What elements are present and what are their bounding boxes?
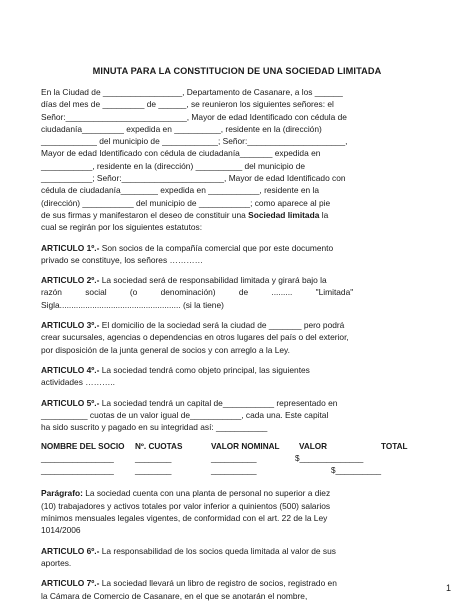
article-text: La responsabilidad de los socios queda limitada al valor de sus: [99, 545, 336, 556]
page-number: 1: [446, 583, 452, 593]
intro-text: de sus firmas y manifestaron el deseo de constituir una: [41, 209, 249, 220]
intro-line: ___________; Señor:______________________, Mayor de edad Identificado con: [41, 173, 346, 184]
article-6: [41, 545, 434, 570]
table-cell: $______________: [295, 454, 364, 464]
article-line: privado se constituye, los señores …………: [41, 254, 203, 265]
article-text: Son socios de la compañía comercial que por este documento: [99, 242, 334, 253]
table-row: [41, 466, 434, 478]
article-heading: ARTICULO 2º.-: [41, 275, 100, 286]
article-heading: ARTICULO 1º.-: [41, 242, 100, 253]
paragrafo-text: La sociedad cuenta con una planta de personal no superior a diez: [82, 488, 331, 499]
article-line: [41, 242, 434, 254]
article-2: [41, 274, 434, 311]
article-line: aportes.: [41, 557, 72, 568]
intro-paragraph: [41, 86, 434, 234]
header-num-cuotas: Nº. CUOTAS: [135, 442, 183, 452]
paragrafo-line: mínimos mensuales legales vigentes, de conformidad con el art. 22 de la Ley: [41, 513, 328, 524]
article-5: [41, 397, 434, 434]
article-line: [41, 397, 434, 409]
article-heading: ARTICULO 5º.-: [41, 397, 100, 408]
table-cell: ________________: [41, 466, 114, 476]
article-line: [41, 577, 434, 589]
article-text: El domicilio de la sociedad será la ciudad de _______ pero podrá: [99, 320, 345, 331]
table-cell: __________: [211, 466, 257, 476]
table-header-row: [41, 442, 434, 454]
article-line: [41, 319, 434, 331]
intro-line: En la Ciudad de _________________, Departamento de Casanare, a los ______: [41, 87, 343, 97]
article-line: actividades ………..: [41, 377, 116, 388]
article-line: por disposición de la junta general de socios y con arreglo a la Ley.: [41, 344, 290, 355]
intro-line: (dirección) ___________ del municipio de ___________; como aparece al pie: [41, 197, 331, 208]
intro-line: cédula de ciudadanía________ expedida en ___________, residente en la: [41, 185, 320, 196]
header-nombre-socio: NOMBRE DEL SOCIO: [41, 442, 125, 452]
paragrafo: [41, 487, 434, 536]
article-line: la Cámara de Comercio de Casanare, en el que se anotarán el nombre,: [41, 590, 308, 601]
article-text: La sociedad será de responsabilidad limitada y girará bajo la: [99, 275, 327, 286]
paragrafo-heading: Parágrafo:: [41, 488, 83, 499]
article-line: [41, 545, 434, 557]
company-type: Sociedad limitada: [248, 209, 320, 220]
article-text: La sociedad tendrá como objeto principal, las siguientes: [99, 364, 310, 375]
intro-line: días del mes de _________ de ______, se reunieron los siguientes señores: el: [41, 99, 334, 110]
article-3: [41, 319, 434, 356]
table-cell: $__________: [331, 466, 382, 476]
table-cell: ________: [135, 466, 172, 476]
article-4: [41, 364, 434, 389]
header-total: TOTAL: [381, 442, 408, 452]
article-text: La sociedad llevará un libro de registro de socios, registrado en: [99, 578, 337, 589]
article-heading: ARTICULO 4º.-: [41, 364, 100, 375]
header-valor-nominal: VALOR NOMINAL: [211, 442, 280, 452]
article-heading: ARTICULO 6º.-: [41, 545, 100, 556]
paragrafo-line: [41, 487, 434, 499]
article-line: crear sucursales, agencias o dependencias en otros lugares del país o del exterior,: [41, 332, 349, 343]
intro-line: ciudadanía_________ expedida en __________, residente en la (dirección): [41, 123, 322, 134]
article-heading: ARTICULO 3º.-: [41, 320, 100, 331]
article-heading: ARTICULO 7º.-: [41, 578, 100, 589]
partners-table: [41, 442, 434, 478]
table-cell: ________________: [41, 454, 114, 464]
intro-line: ____________ del municipio de ____________; Señor:_____________________,: [41, 136, 348, 147]
intro-line: Señor:__________________________, Mayor de edad Identificado con cédula de: [41, 111, 347, 122]
intro-line: ___________, residente en la (dirección) __________ del municipio de: [41, 160, 306, 171]
intro-text: la: [319, 209, 329, 220]
article-line: razón social (o denominación) de ......... "Limitada": [41, 287, 354, 298]
article-line: [41, 274, 434, 286]
intro-line: [41, 209, 434, 221]
table-cell: __________: [211, 454, 257, 464]
paragrafo-line: 1014/2006: [41, 525, 81, 536]
article-line: [41, 364, 434, 376]
paragrafo-line: (10) trabajadores y activos totales por valor inferior a quinientos (500) salarios: [41, 500, 331, 511]
article-line: Sigla.................................................... (si la tiene): [41, 299, 224, 310]
article-text: La sociedad tendrá un capital de___________ representado en: [99, 397, 338, 408]
intro-line: cual se regirán por los siguientes estatutos:: [41, 222, 203, 233]
article-line: __________ cuotas de un valor igual de___________, cada una. Este capital: [41, 409, 329, 420]
article-7: [41, 577, 434, 602]
table-row: [41, 454, 434, 466]
table-cell: ________: [135, 454, 172, 464]
article-1: [41, 242, 434, 267]
article-line: ha sido suscrito y pagado en su integridad así: ___________: [41, 422, 268, 433]
header-valor: VALOR: [299, 442, 328, 452]
document-body: [41, 86, 434, 602]
intro-line: Mayor de edad Identificado con cédula de ciudadanía_______ expedida en: [41, 148, 321, 159]
document-title: MINUTA PARA LA CONSTITUCION DE UNA SOCIEDAD LIMITADA: [92, 66, 382, 76]
